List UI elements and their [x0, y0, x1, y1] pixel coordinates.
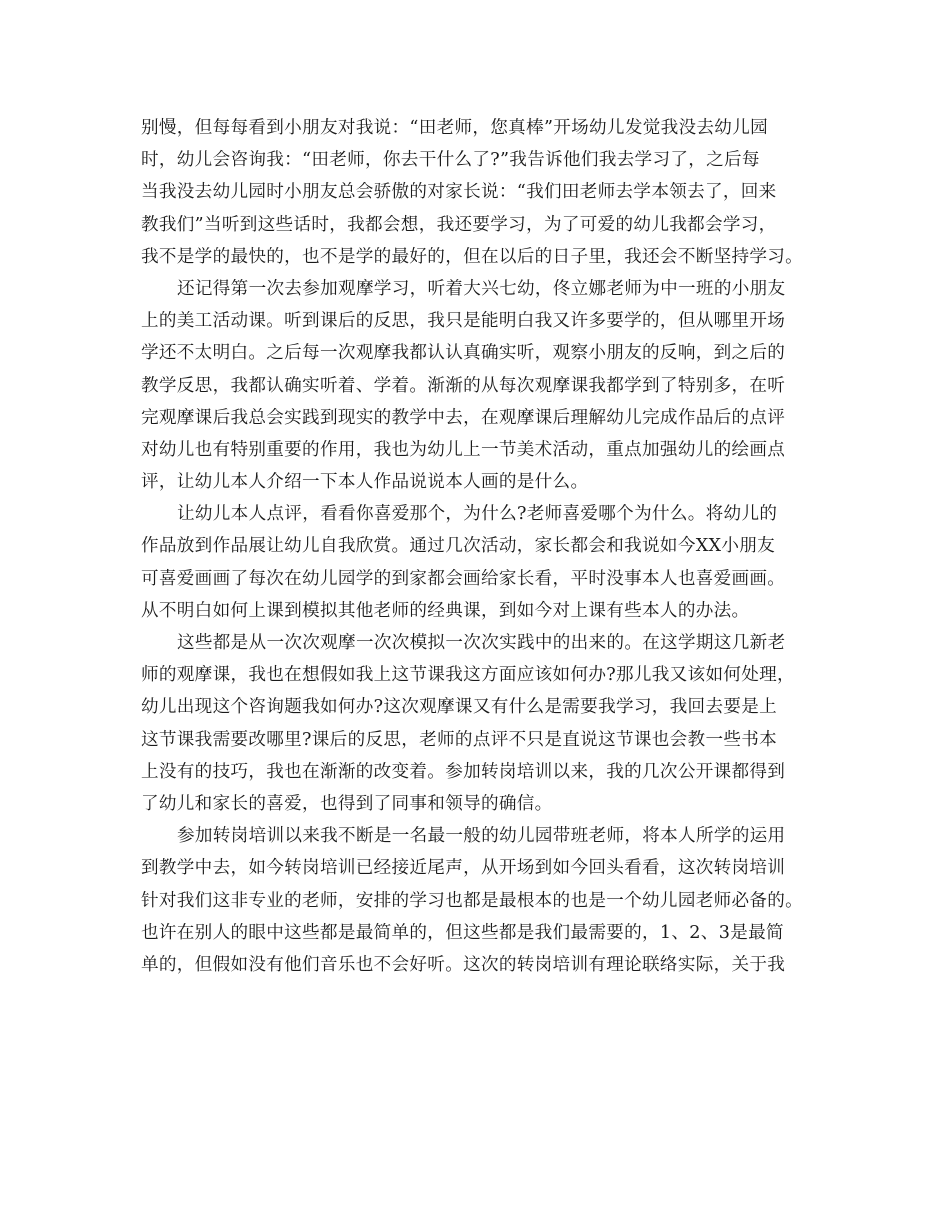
text-line: 单的，但假如没有他们音乐也不会好听。这次的转岗培训有理论联络实际，关于我: [141, 954, 786, 975]
text-line: 上没有的技巧，我也在渐渐的改变着。参加转岗培训以来，我的几次公开课都得到: [141, 761, 786, 782]
text-line: 当我没去幼儿园时小朋友总会骄傲的对家长说：“我们田老师去学本领去了，回来: [141, 182, 777, 203]
text-line: 针对我们这非专业的老师，安排的学习也都是最根本的也是一个幼儿园老师必备的。: [141, 890, 804, 911]
paragraph-4: [141, 627, 821, 820]
text-line: 师的观摩课，我也在想假如我上这节课我这方面应该如何办?那儿我又该如何处理，: [141, 665, 795, 686]
text-line: 上的美工活动课。听到课后的反思，我只是能明白我又许多要学的，但从哪里开场: [141, 311, 786, 332]
text-line: 幼儿出现这个咨询题我如何办?这次观摩课又有什么是需要我学习，我回去要是上: [141, 697, 778, 718]
text-line: 参加转岗培训以来我不断是一名最一般的幼儿园带班老师，将本人所学的运用: [177, 826, 786, 847]
text-line: 这节课我需要改哪里?课后的反思，老师的点评不只是直说这节课也会教一些书本: [141, 729, 778, 750]
paragraph-2: [141, 273, 821, 498]
text-line: 到教学中去，如今转岗培训已经接近尾声，从开场到如今回头看看，这次转岗培训: [141, 858, 786, 879]
text-line: 这些都是从一次次观摩一次次模拟一次次实践中的出来的。在这学期这几新老: [177, 633, 786, 653]
paragraph-5: [141, 820, 821, 981]
paragraph-1: [141, 112, 821, 273]
text-line: 学还不太明白。之后每一次观摩我都认认真确实听，观察小朋友的反响，到之后的: [141, 343, 786, 364]
text-line: 对幼儿也有特别重要的作用，我也为幼儿上一节美术活动，重点加强幼儿的绘画点: [141, 439, 786, 460]
text-line: 可喜爱画画了每次在幼儿园学的到家都会画给家长看，平时没事本人也喜爱画画。: [141, 568, 786, 589]
text-line: 完观摩课后我总会实践到现实的教学中去，在观摩课后理解幼儿完成作品后的点评: [141, 407, 786, 428]
text-line: 让幼儿本人点评，看看你喜爱那个，为什么?老师喜爱哪个为什么。将幼儿的: [177, 504, 778, 525]
text-line: 作品放到作品展让幼儿自我欣赏。通过几次活动，家长都会和我说如今XX小朋友: [141, 536, 776, 557]
text-line: 教学反思，我都认确实听着、学着。渐渐的从每次观摩课我都学到了特别多，在听: [141, 375, 786, 396]
text-line: 也许在别人的眼中这些都是最简单的，但这些都是我们最需要的，1、2、3是最简: [141, 922, 784, 943]
text-line: 时，幼儿会咨询我：“田老师，你去干什么了?”我告诉他们我去学习了，之后每: [141, 150, 760, 171]
text-line: 了幼儿和家长的喜爱，也得到了同事和领导的确信。: [141, 793, 553, 814]
document-body: [141, 112, 821, 981]
text-line: 从不明白如何上课到模拟其他老师的经典课，到如今对上课有些本人的办法。: [141, 600, 750, 621]
text-line: 还记得第一次去参加观摩学习，听着大兴七幼，佟立娜老师为中一班的小朋友: [177, 278, 786, 299]
text-line: 我不是学的最快的，也不是学的最好的，但在以后的日子里，我还会不断坚持学习。: [141, 246, 804, 267]
text-line: 评，让幼儿本人介绍一下本人作品说说本人画的是什么。: [141, 472, 589, 493]
text-line: 教我们”当听到这些话时，我都会想，我还要学习，为了可爱的幼儿我都会学习，: [141, 214, 777, 235]
paragraph-3: [141, 498, 821, 627]
text-line: 别慢，但每每看到小朋友对我说：“田老师，您真棒”开场幼儿发觉我没去幼儿园: [141, 118, 768, 138]
